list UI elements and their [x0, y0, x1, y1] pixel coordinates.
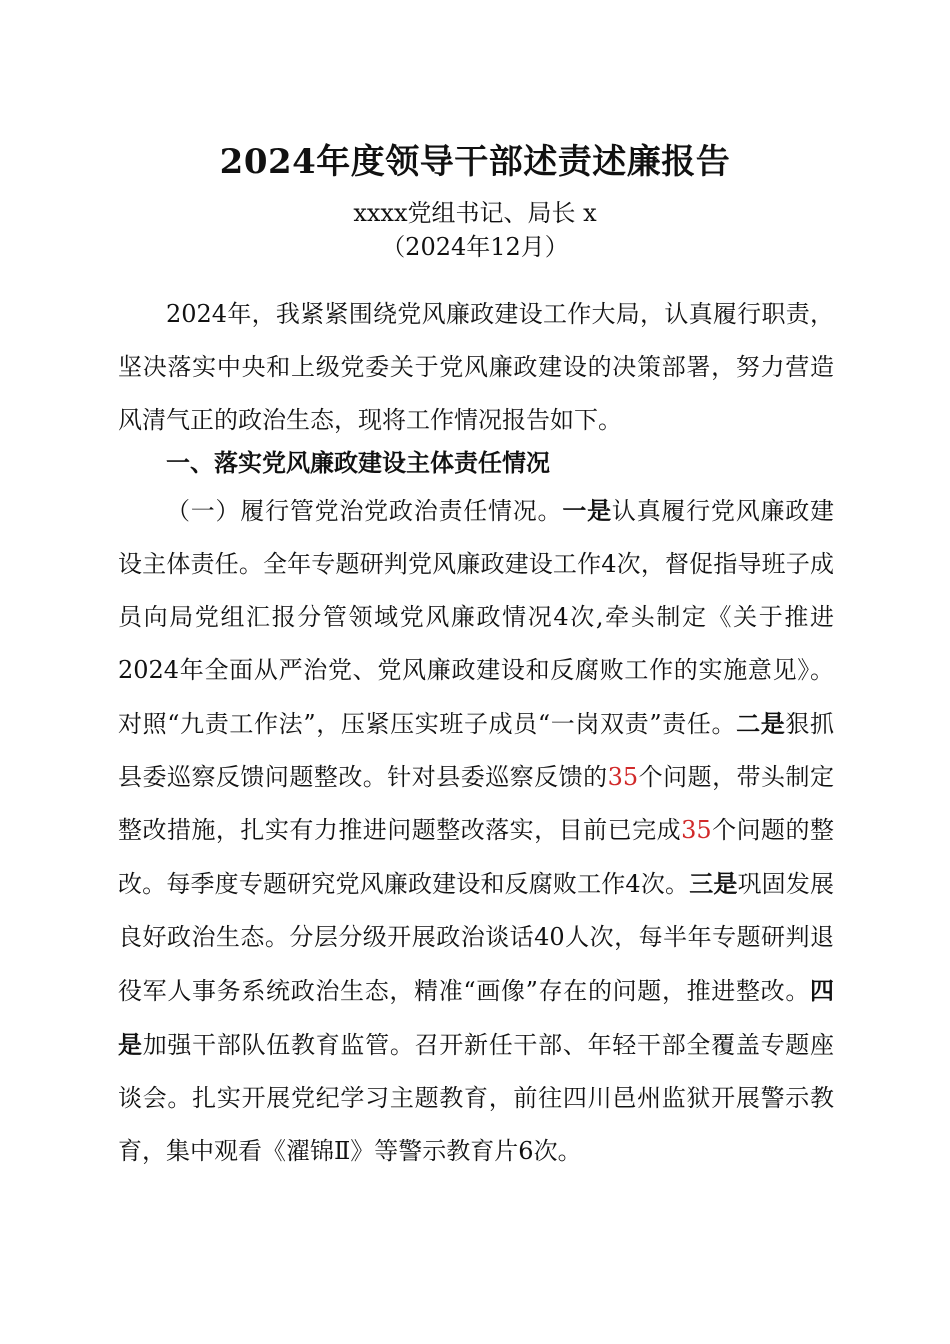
- highlight-number-1: 35: [607, 763, 639, 791]
- section-heading: 一、落实党风廉政建设主体责任情况: [166, 449, 550, 477]
- section-paragraph: [118, 484, 834, 1178]
- intro-paragraph: 2024年，我紧紧围绕党风廉政建设工作大局，认真履行职责，坚决落实中央和上级党委关于党风廉政建设的决策部署，努力营造风清气正的政治生态，现将工作情况报告如下。: [118, 300, 834, 434]
- paragraph-text-2a: 狠抓县委巡察反馈问题整改。针对县委巡察反馈的: [118, 710, 835, 791]
- paragraph-text-3: 巩固发展良好政治生态。分层分级开展政治谈话40人次，每半年专题研判退役军人事务系统政治生态，精准“画像”存在的问题，推进整改。: [118, 870, 835, 1005]
- keyword-fourth: 四是: [118, 976, 834, 1059]
- document-author: xxxx党组书记、局长 x: [353, 199, 597, 227]
- keyword-first: 一是: [562, 496, 612, 525]
- document-title: 2024年度领导干部述责述廉报告: [219, 142, 731, 182]
- paragraph-text-2c: 个问题的整改。每季度专题研究党风廉政建设和反腐败工作4次。: [118, 816, 835, 898]
- keyword-third: 三是: [689, 869, 738, 898]
- document-date: （2024年12月）: [381, 233, 569, 261]
- keyword-second: 二是: [736, 709, 786, 738]
- paragraph-text-1: 认真履行党风廉政建设主体责任。全年专题研判党风廉政建设工作4次，督促指导班子成员向局党组汇报分管领域党风廉政情况4次,牵头制定《关于推进2024年全面从严治党、党风廉政建设和反腐败工作的实施意见》。对照“九责工作法”，压紧压实班子成员“一岗双责”责任。: [118, 497, 835, 738]
- paragraph-lead: （一）履行管党治党政治责任情况。: [166, 497, 563, 525]
- paragraph-text-2b: 个问题，带头制定整改措施，扎实有力推进问题整改落实，目前已完成: [118, 763, 834, 844]
- highlight-number-2: 35: [681, 816, 712, 844]
- paragraph-text-4: 加强干部队伍教育监管。召开新任干部、年轻干部全覆盖专题座谈会。扎实开展党纪学习主题教育，前往四川邑州监狱开展警示教育，集中观看《濯锦Ⅱ》等警示教育片6次。: [118, 1031, 835, 1165]
